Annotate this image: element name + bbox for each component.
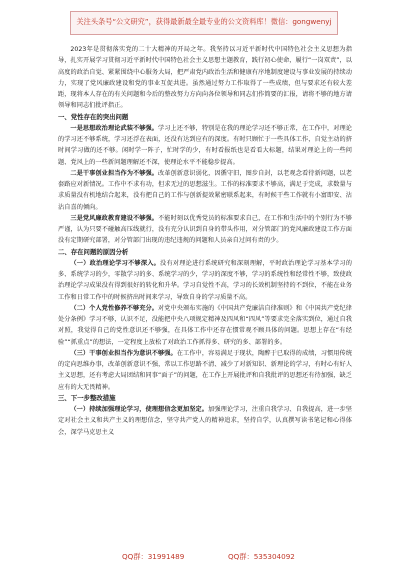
sec1-item-3-text: 不能时刻以优秀党员的标准要求自己，在工作和生活中的个别行为不够严谨，认为只要不碰触高压线就行，没有充分认识到自身的带头作用，对分管部门的党风廉政建设工作方面没有定期研究部署，对分管部门出现的违纪违规的问题和人员亲自过问有责的少。 (58, 214, 352, 245)
sec2-item-1 (58, 258, 352, 303)
sec2-item-1-text: 没有对理论进行系统研究和深刻理解，平时政治理论学习基本学习的多、系统学习的少，零散学习的多、系统学习的少，学习的深度不够，学习的系统性和经常性不够，致使政治理论学习成果没有得到很好的转化和升华。学习自觉性不高，学习的长效机制坚持的不到位，不能在业务工作和日常工作中的时候挤出时间来学习，导致自身的学习质量不高。 (58, 259, 352, 301)
sec2-item-3-lead: （三）干事创业担当作为意识不够强。 (70, 349, 177, 357)
sec3-item-1-text: 加强理论学习，注重自我学习、自我提高，进一步坚定对社会主义和共产主义的理想信念，坚守共产党人的精神追求，坚持自学，认真撰写读书笔记和心得体会，深学马克思主义 (58, 406, 352, 436)
document-body (58, 44, 352, 438)
sec1-item-2-lead: 二是干事创业担当作为不够强。 (70, 169, 159, 177)
sec2-item-2-text: 对党中央颁布实施的《中国共产党廉洁自律准则》和《中国共产党纪律处分条例》学习不够，认识不足，没能把中央八项规定精神及四风和“四风”等要求完全落实到位，通过自我对照，我觉得自己的党性意识还不够强，在具体工作中还存在惯常观不顾具体的问题。思想上存在“有经验”“抓重点”的想法，一定程度上放松了对政治工作抓得多、研究的多、部署的多。 (58, 304, 352, 346)
banner-text: 关注头条号“公文研究”，获得最新最全最专业的公文资料库！微信：gongwenyj (76, 17, 332, 26)
footer-qq-1: QQ群：31991489 (122, 552, 185, 561)
section-2-heading: 二、存在问题的原因分析 (58, 247, 129, 256)
sec1-item-3 (58, 213, 352, 247)
intro-paragraph: 2023年是贯彻落实党的二十大精神的开局之年。我坚持以习近平新时代中国特色社会主义思想为指导，扎实开展学习贯彻习近平新时代中国特色社会主义思想主题教育，践行初心使命，履行“一岗双责”，以高度的政治自觉、紧紧围绕中心服务大局，把严肃党内政治生活和健康有序地制度建设与事业发展的持续动力，实现了党风廉政建设和党的事业互促共进。虽然通过努力工作取得了一些成绩，但与要求还有较大差距，现将本人存在的有关问题和今后的整改努力方向向各位领导和同志们作简要的汇报，请将不够的地方请领导和同志们批评指正。 (58, 46, 352, 110)
sec1-item-2-text: 改革创新意识弱化，因循守旧，图步自封，以老观念看待新问题，以老套路应对新情况。工作中不求有功，但求无过的思想滋生。工作的标准要求不够高，满足于完成，求数量与求质量没有机地结合起来，没有把自己的工作与创新提效紧密联系起来，有时候干些工作就有小富即安、沾沾自喜的倾向。 (58, 169, 352, 211)
sec1-item-2 (58, 168, 352, 213)
top-banner (70, 11, 338, 35)
footer-qq-2: QQ群：535304092 (228, 552, 295, 561)
footer (0, 552, 408, 568)
sec2-item-1-lead: （一）政治理论学习不够深入。 (70, 259, 161, 267)
sec1-item-1-lead: 一是思想政治理论武装不够强。 (70, 124, 159, 132)
sec2-item-3 (58, 348, 352, 393)
sec2-item-2-lead: （二）个人党性修养不够充分。 (70, 304, 159, 312)
sec1-item-1 (58, 123, 352, 168)
sec2-item-3-text: 在工作中，容易满足于现状，陶醉于已取得的成绩，习惯用传统的定向思维办事，改革创新意识不强，常以工作思路不清、减少了对新知识、新理论的学习，有时心有好人主义思想，还有考虑大局团结和同事“面子”的问题，在工作上开展批评和自我批评的思想还有待加强，缺乏应有的大无畏精神。 (58, 349, 352, 391)
section-1-heading: 一、党性存在的突出问题 (58, 112, 129, 121)
sec1-item-1-text: 学习上还不够，特别是在我的理论学习还不够正常，在工作中，对理论的学习还不够系统，学习还浮在表面，还没有达到应有的深度。有时只顾忙于一些具体工作，自觉主动的挤时间学习做的还不够。闲时学一阵子，忙时学的少，有时看报纸也是看看大标题，结果对理论上的一些问题、党风上的一些新问题理解还不深，使理论水平不能稳步提高。 (58, 124, 352, 166)
sec2-item-2 (58, 303, 352, 348)
sec3-item-1-lead: （一）持续加强理论学习，使理想信念更加坚定。 (70, 406, 209, 413)
sec1-item-3-lead: 三是党风廉政教育建设不够强。 (70, 214, 159, 222)
section-3-heading: 三、下一步整改措施 (58, 393, 116, 402)
sec3-item-1 (58, 404, 352, 438)
